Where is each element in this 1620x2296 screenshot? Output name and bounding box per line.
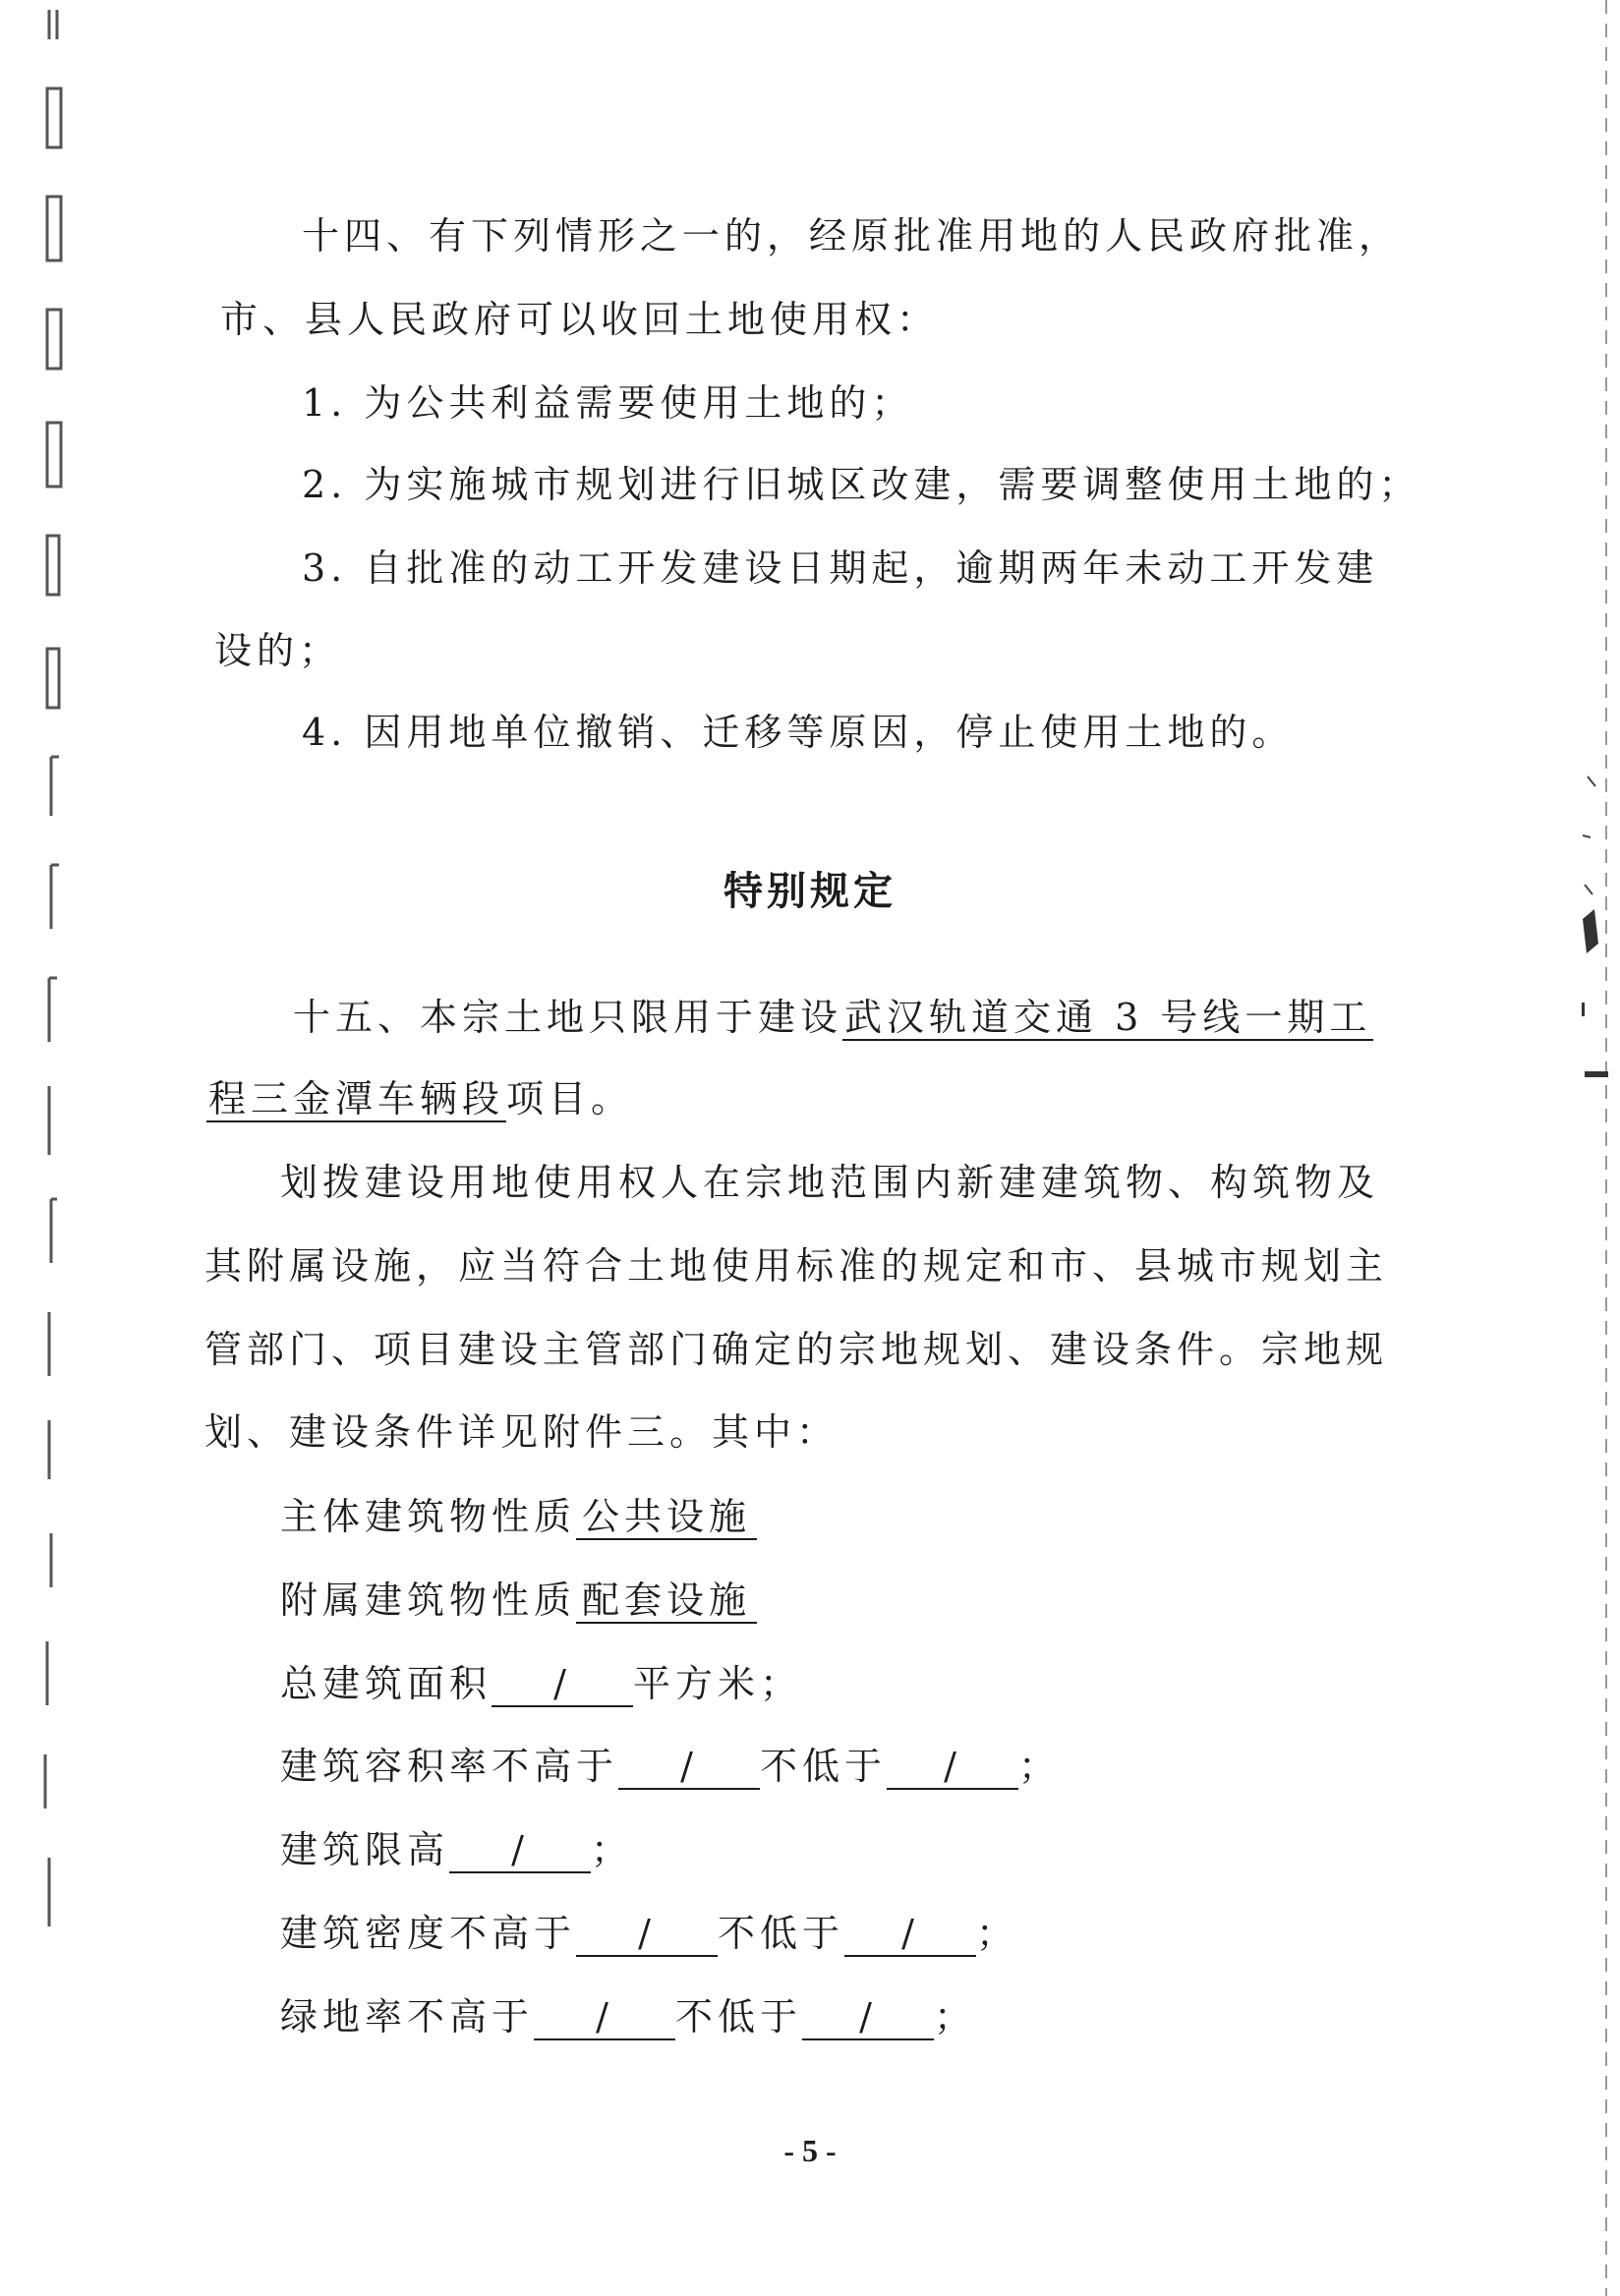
height-semicolon: ； xyxy=(591,1828,634,1871)
green-min-value: / xyxy=(802,1995,934,2040)
paragraph-line4: 划、建设条件详见附件三。其中： xyxy=(204,1410,839,1454)
total-area-value: / xyxy=(492,1662,633,1707)
density-not-lower-label: 不低于 xyxy=(718,1912,845,1955)
clause15-line2 xyxy=(206,1074,633,1123)
paragraph-line1: 划拨建设用地使用权人在宗地范围内新建建筑物、构筑物及 xyxy=(280,1161,1380,1204)
field-green xyxy=(280,1992,976,2041)
field-total-area xyxy=(280,1659,802,1708)
far-label: 建筑容积率不高于 xyxy=(280,1745,619,1788)
clause14-line2: 市、县人民政府可以收回土地使用权： xyxy=(220,298,940,341)
clause15-project-part2: 程三金潭车辆段 xyxy=(208,1077,505,1120)
field-aux-nature xyxy=(280,1576,757,1625)
clause15-prefix: 十五、本宗土地只限用于建设 xyxy=(293,996,843,1039)
edge-scan-marks xyxy=(1533,0,1620,2296)
density-max-value: / xyxy=(576,1912,718,1957)
density-semicolon: ； xyxy=(976,1912,1019,1955)
aux-nature-label: 附属建筑物性质 xyxy=(280,1578,577,1622)
total-area-label: 总建筑面积 xyxy=(280,1662,492,1705)
clause14-line1: 十四、有下列情形之一的，经原批准用地的人民政府批准， xyxy=(302,214,1402,258)
section-title: 特别规定 xyxy=(723,869,897,914)
clause14-item3-line1: 3. 自批准的动工开发建设日期起，逾期两年未动工开发建 xyxy=(302,546,1379,590)
paragraph-line2: 其附属设施，应当符合土地使用标准的规定和市、县城市规划主 xyxy=(204,1244,1389,1288)
field-height xyxy=(280,1825,633,1874)
height-value: / xyxy=(449,1828,591,1873)
field-density xyxy=(280,1909,1018,1958)
green-max-value: / xyxy=(534,1995,675,2040)
density-min-value: / xyxy=(844,1912,976,1957)
main-nature-value: 公共设施 xyxy=(576,1495,757,1540)
total-area-unit: 平方米； xyxy=(633,1662,803,1705)
paragraph-line3: 管部门、项目建设主管部门确定的宗地规划、建设条件。宗地规 xyxy=(204,1328,1389,1371)
aux-nature-value: 配套设施 xyxy=(576,1578,757,1624)
clause15-line1 xyxy=(293,993,1373,1042)
field-far xyxy=(280,1742,1061,1791)
density-label: 建筑密度不高于 xyxy=(280,1912,577,1955)
green-label: 绿地率不高于 xyxy=(280,1995,535,2038)
clause14-item4: 4. 因用地单位撤销、迁移等原因，停止使用土地的。 xyxy=(302,711,1295,754)
binding-marks xyxy=(0,0,79,2296)
main-nature-label: 主体建筑物性质 xyxy=(280,1495,577,1538)
clause14-item2: 2. 为实施城市规划进行旧城区改建，需要调整使用土地的； xyxy=(302,463,1421,506)
clause14-item1: 1. 为公共利益需要使用土地的； xyxy=(302,381,914,425)
clause15-project-part1: 武汉轨道交通 3 号线一期工 xyxy=(844,996,1372,1039)
clause14-item3-line2: 设的； xyxy=(214,629,342,672)
green-semicolon: ； xyxy=(934,1995,977,2038)
far-not-lower-label: 不低于 xyxy=(760,1745,888,1788)
field-main-nature xyxy=(280,1492,757,1541)
height-label: 建筑限高 xyxy=(280,1828,450,1871)
clause15-suffix: 项目。 xyxy=(506,1077,634,1120)
far-max-value: / xyxy=(618,1745,760,1790)
far-semicolon: ； xyxy=(1018,1745,1062,1788)
page-number: - 5 - xyxy=(783,2133,837,2168)
far-min-value: / xyxy=(887,1745,1018,1790)
green-not-lower-label: 不低于 xyxy=(675,1995,803,2038)
